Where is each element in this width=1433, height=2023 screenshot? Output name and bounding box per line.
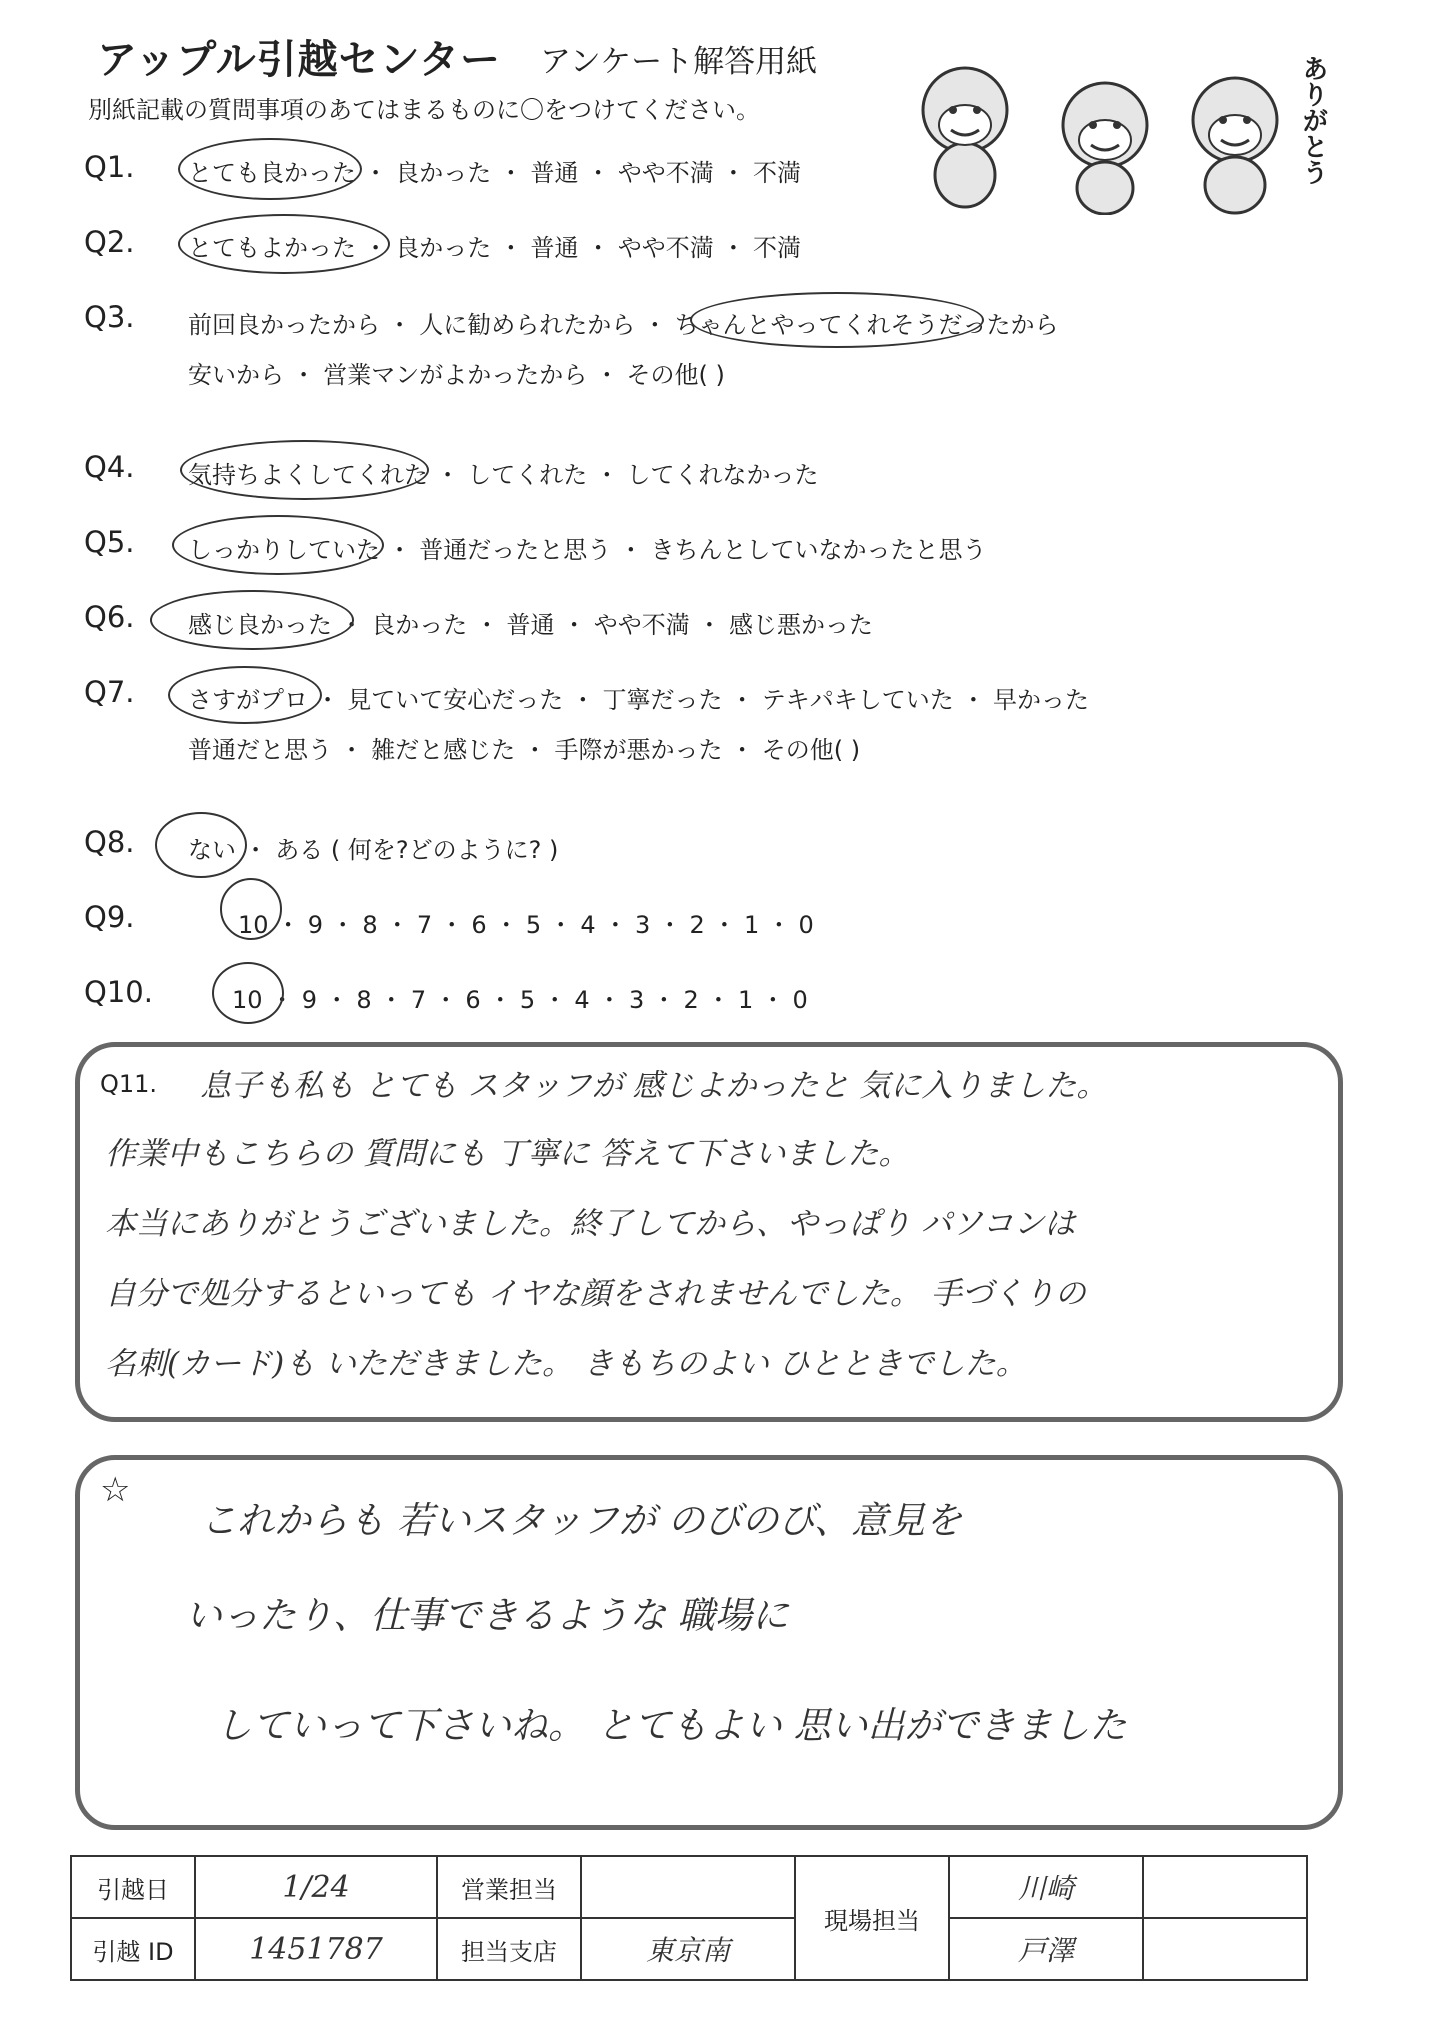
monkey-mascots-icon bbox=[905, 40, 1345, 215]
question-options: とてもよかった ・ 良かった ・ 普通 ・ やや不満 ・ 不満 bbox=[188, 234, 802, 262]
site-staff-1: 川崎 bbox=[949, 1856, 1143, 1918]
question-options: ない ・ ある ( 何を?どのように? ) bbox=[188, 836, 559, 864]
info-table bbox=[70, 1855, 1308, 1981]
question-label: Q10. bbox=[84, 975, 153, 1009]
selected-answer-circle bbox=[690, 292, 984, 348]
sales-label: 営業担当 bbox=[437, 1856, 581, 1918]
question-options-line2: 普通だと思う ・ 雑だと感じた ・ 手際が悪かった ・ その他( ) bbox=[188, 736, 861, 764]
question-label: Q11. bbox=[100, 1070, 158, 1098]
question-label: Q5. bbox=[84, 525, 135, 559]
selected-answer-circle bbox=[172, 515, 384, 575]
selected-answer-circle bbox=[212, 962, 284, 1024]
question-options: 気持ちよくしてくれた ・ してくれた ・ してくれなかった bbox=[188, 461, 819, 489]
mascot-thanks-text: ありがとう bbox=[1298, 55, 1328, 185]
question-label: Q3. bbox=[84, 300, 135, 334]
mascot-illustration bbox=[905, 40, 1345, 215]
selected-answer-circle bbox=[220, 878, 282, 940]
branch-label: 担当支店 bbox=[437, 1918, 581, 1980]
handwritten-line: いったり、仕事できるような 職場に bbox=[185, 1594, 789, 1637]
question-options-line2: 安いから ・ 営業マンがよかったから ・ その他( ) bbox=[188, 361, 725, 389]
star-icon: ☆ bbox=[100, 1470, 131, 1510]
site-extra-cell bbox=[1143, 1918, 1307, 1980]
selected-answer-circle bbox=[178, 138, 362, 200]
question-label: Q2. bbox=[84, 225, 135, 259]
question-options: 10 ・ 9 ・ 8 ・ 7 ・ 6 ・ 5 ・ 4 ・ 3 ・ 2 ・ 1 ・ 0 bbox=[232, 986, 808, 1014]
handwritten-line: 作業中もこちらの 質問にも 丁寧に 答えて下さいました。 bbox=[105, 1136, 910, 1172]
question-options: しっかりしていた ・ 普通だったと思う ・ きちんとしていなかったと思う bbox=[188, 536, 987, 564]
instruction-text: 別紙記載の質問事項のあてはまるものに〇をつけてください。 bbox=[88, 96, 760, 124]
handwritten-line: 本当にありがとうございました。終了してから、やっぱり パソコンは bbox=[105, 1206, 1076, 1242]
moving-id-label: 引越 ID bbox=[71, 1918, 195, 1980]
site-extra-cell bbox=[1143, 1856, 1307, 1918]
question-label: Q9. bbox=[84, 900, 135, 934]
page-subtitle: アンケート解答用紙 bbox=[540, 44, 818, 80]
question-options: とても良かった ・ 良かった ・ 普通 ・ やや不満 ・ 不満 bbox=[188, 159, 802, 187]
handwritten-line: これからも 若いスタッフが のびのび、意見を bbox=[200, 1499, 963, 1542]
question-label: Q6. bbox=[84, 600, 135, 634]
branch-value: 東京南 bbox=[581, 1918, 795, 1980]
selected-answer-circle bbox=[168, 666, 322, 724]
handwritten-line: していって下さいね。 とてもよい 思い出ができました bbox=[215, 1704, 1127, 1747]
question-options: 10 ・ 9 ・ 8 ・ 7 ・ 6 ・ 5 ・ 4 ・ 3 ・ 2 ・ 1 ・ 0 bbox=[238, 911, 814, 939]
sales-value bbox=[581, 1856, 795, 1918]
handwritten-line: 自分で処分するといっても イヤな顔をされませんでした。 手づくりの bbox=[105, 1276, 1086, 1312]
question-label: Q7. bbox=[84, 675, 135, 709]
question-label: Q4. bbox=[84, 450, 135, 484]
question-label: Q1. bbox=[84, 150, 135, 184]
selected-answer-circle bbox=[178, 214, 390, 274]
moving-date-value: 1/24 bbox=[195, 1856, 437, 1918]
site-staff-2: 戸澤 bbox=[949, 1918, 1143, 1980]
selected-answer-circle bbox=[155, 812, 247, 878]
moving-id-value: 1451787 bbox=[195, 1918, 437, 1980]
question-label: Q8. bbox=[84, 825, 135, 859]
question-options: さすがプロ ・ 見ていて安心だった ・ 丁寧だった ・ テキパキしていた ・ 早かった bbox=[188, 686, 1090, 714]
handwritten-line: 息子も私も とても スタッフが 感じよかったと 気に入りました。 bbox=[200, 1068, 1108, 1104]
site-label: 現場担当 bbox=[795, 1856, 949, 1980]
selected-answer-circle bbox=[150, 590, 354, 650]
moving-date-label: 引越日 bbox=[71, 1856, 195, 1918]
page-title: アップル引越センター bbox=[97, 37, 501, 83]
question-options: 感じ良かった ・ 良かった ・ 普通 ・ やや不満 ・ 感じ悪かった bbox=[188, 611, 874, 639]
question-options: 前回良かったから ・ 人に勧められたから ・ ちゃんとやってくれそうだったから bbox=[188, 311, 1059, 339]
selected-answer-circle bbox=[180, 440, 429, 500]
handwritten-line: 名刺(カード)も いただきました。 きもちのよい ひとときでした。 bbox=[105, 1346, 1027, 1382]
